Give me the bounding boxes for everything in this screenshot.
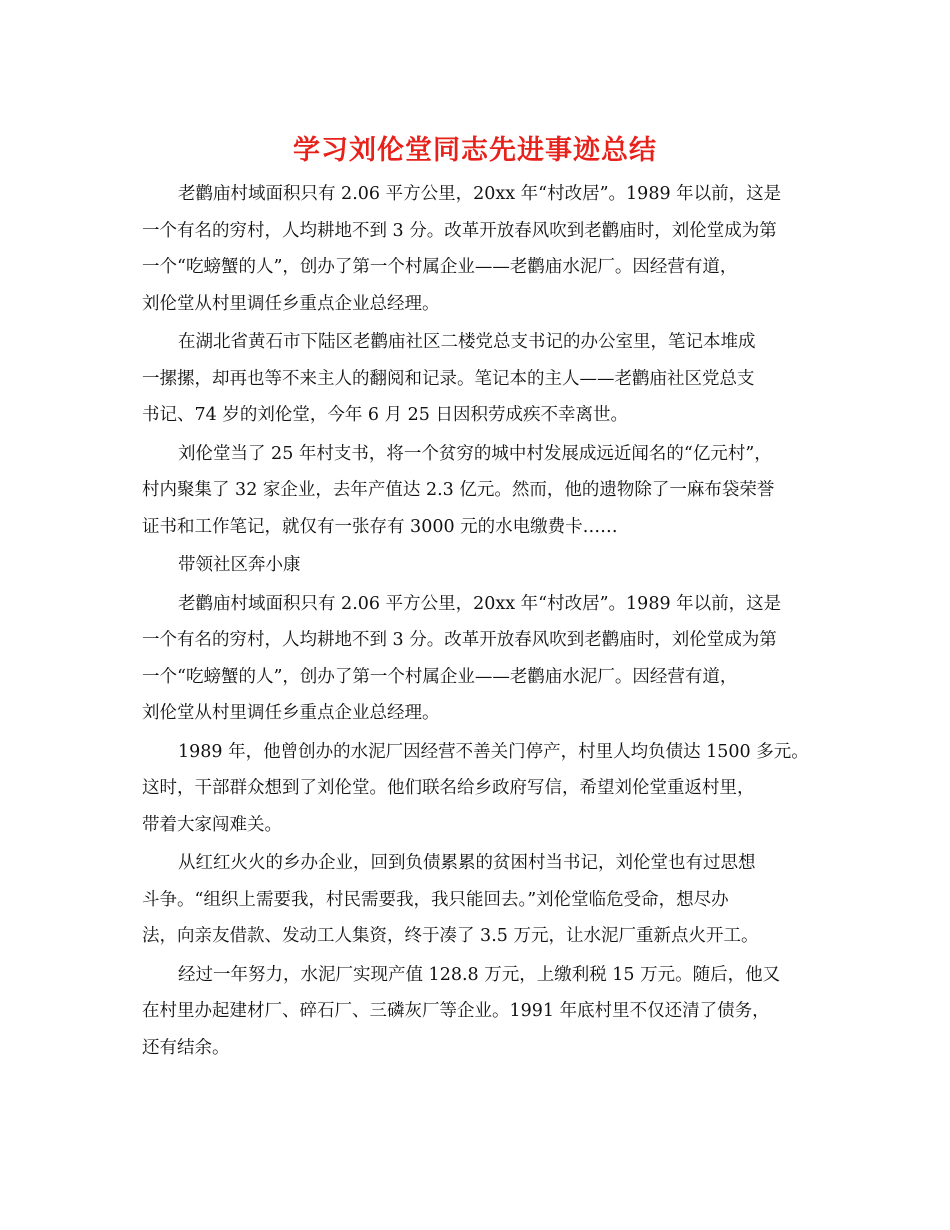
text-line: 一个有名的穷村，人均耕地不到 3 分。改革开放春风吹到老鹳庙时，刘伦堂成为第 <box>142 630 777 650</box>
text-line: 刘伦堂当了 25 年村支书，将一个贫穷的城中村发展成远近闻名的“亿元村”， <box>178 443 772 464</box>
text-line: 一个有名的穷村，人均耕地不到 3 分。改革开放春风吹到老鹳庙时，刘伦堂成为第 <box>142 220 777 241</box>
paragraph <box>142 586 822 732</box>
text-line: 老鹳庙村域面积只有 2.06 平方公里，20xx 年“村改居”。1989 年以前，这是 <box>178 593 782 614</box>
text-line: 这时，干部群众想到了刘伦堂。他们联名给乡政府写信，希望刘伦堂重返村里， <box>142 778 755 798</box>
section-heading <box>142 547 822 584</box>
paragraph <box>142 957 822 1067</box>
section-heading-text: 带领社区奔小康 <box>178 555 301 575</box>
text-line: 一个“吃螃蟹的人”，创办了第一个村属企业——老鹳庙水泥厂。因经营有道， <box>142 257 738 277</box>
text-line: 还有结余。 <box>142 1037 230 1058</box>
text-line: 带着大家闯难关。 <box>142 814 282 835</box>
text-line: 从红红火火的乡办企业，回到负债累累的贫困村当书记，刘伦堂也有过思想 <box>178 853 756 873</box>
paragraph <box>142 176 822 322</box>
document-title: 学习刘伦堂同志先进事迹总结 <box>293 135 657 166</box>
text-line: 经过一年努力，水泥厂实现产值 128.8 万元，上缴利税 15 万元。随后，他又 <box>178 964 781 985</box>
text-line: 刘伦堂从村里调任乡重点企业总经理。 <box>142 703 440 723</box>
text-line: 法，向亲友借款、发动工人集资，终于凑了 3.5 万元，让水泥厂重新点火开工。 <box>142 926 759 946</box>
text-line: 1989 年，他曾创办的水泥厂因经营不善关门停产，村里人均负债达 1500 多元。 <box>178 741 809 762</box>
text-line: 老鹳庙村域面积只有 2.06 平方公里，20xx 年“村改居”。1989 年以前，这是 <box>178 184 782 204</box>
text-line: 在湖北省黄石市下陆区老鹳庙社区二楼党总支书记的办公室里，笔记本堆成 <box>178 332 756 352</box>
text-line: 斗争。“组织上需要我，村民需要我，我只能回去。”刘伦堂临危受命，想尽办 <box>142 889 729 910</box>
document-body <box>142 176 822 1068</box>
text-line: 书记、74 岁的刘伦堂，今年 6 月 25 日因积劳成疾不幸离世。 <box>142 405 628 425</box>
text-line: 一个“吃螃蟹的人”，创办了第一个村属企业——老鹳庙水泥厂。因经营有道， <box>142 666 738 687</box>
paragraph <box>142 436 822 546</box>
paragraph <box>142 324 822 434</box>
paragraph <box>142 734 822 844</box>
text-line: 刘伦堂从村里调任乡重点企业总经理。 <box>142 293 440 314</box>
text-line: 在村里办起建材厂、碎石厂、三磷灰厂等企业。1991 年底村里不仅还清了债务， <box>142 1001 770 1021</box>
paragraph <box>142 845 822 955</box>
text-line: 一摞摞，却再也等不来主人的翻阅和记录。笔记本的主人——老鹳庙社区党总支 <box>142 368 755 389</box>
text-line: 证书和工作笔记，就仅有一张存有 3000 元的水电缴费卡…… <box>142 516 618 537</box>
text-line: 村内聚集了 32 家企业，去年产值达 2.3 亿元。然而，他的遗物除了一麻布袋荣誉 <box>142 480 775 500</box>
